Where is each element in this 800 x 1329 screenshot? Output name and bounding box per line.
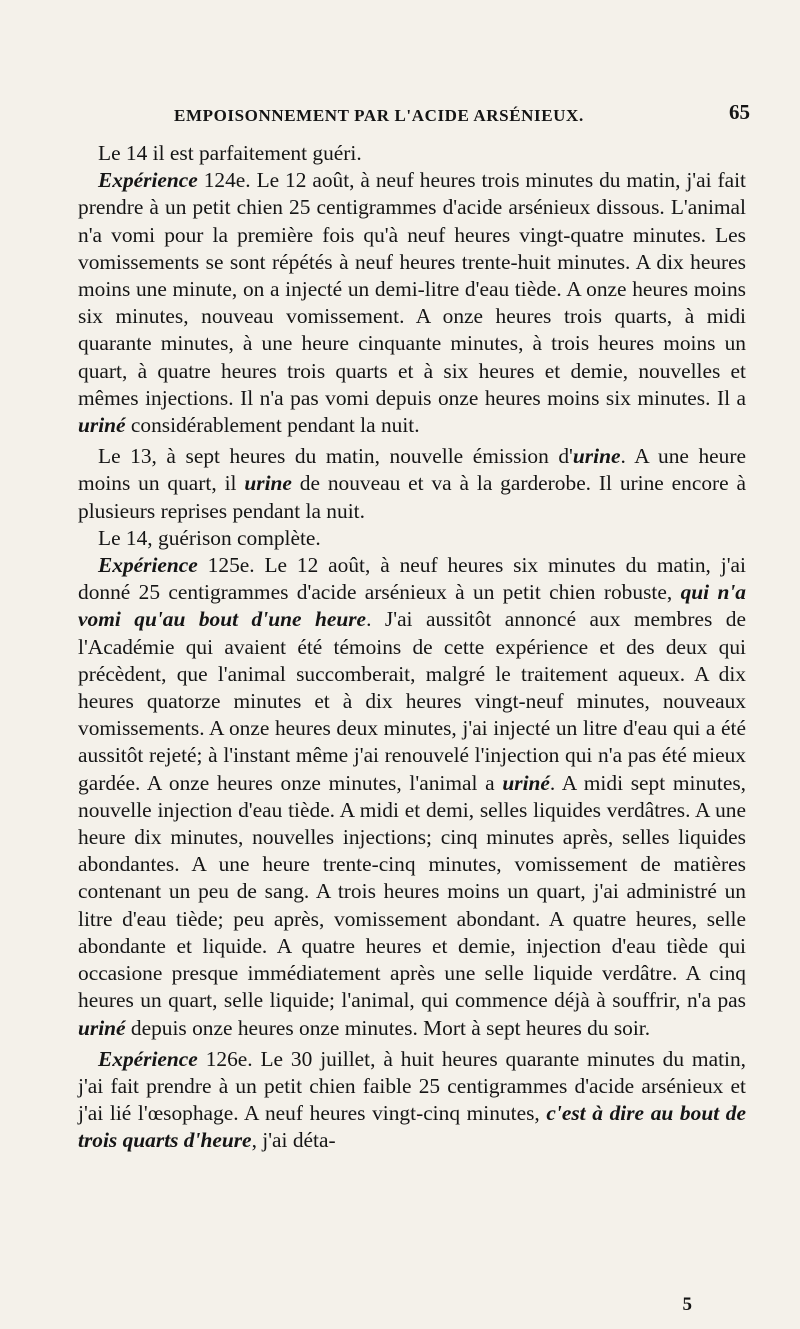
paragraph-text: de nouveau et va à la garderobe. Il urine encore à plusieurs reprises pendant la nuit. [78, 471, 747, 523]
italic-phrase: qui n'a vomi qu'au bout d'une heure [78, 580, 747, 632]
italic-term: uriné [78, 1015, 126, 1040]
italic-term: urine [244, 471, 292, 496]
paragraph-text: depuis onze heures onze minutes. Mort à sept heures du soir. [125, 1015, 651, 1040]
signature-mark: 5 [682, 1294, 692, 1315]
body-text [78, 140, 746, 1155]
paragraph-healed [78, 140, 746, 167]
experience-label: Expérience [98, 1046, 198, 1071]
page-header [78, 98, 750, 128]
page-number: 65 [729, 100, 750, 124]
italic-term: urine [572, 444, 621, 469]
paragraph-text: . A midi sept minutes, nouvelle injection d'eau tiède. A midi et demi, selles liquides verdâtres. A une heure dix minutes, nouvelles injections; cinq minutes après, selles liquides abondantes. A une heure trente-cinq minutes, vomissement de matières contenant un peu de sang. A trois heures moins un quart, j'ai administré un litre d'eau tiède; peu après, vomissement abondant. A quatre heures, selle abondante et liquide. A quatre heures et demie, injection d'eau tiède qui occasione presque immédiatement après une selle liquide verdâtre. A cinq heures un quart, selle liquide; l'animal, qui commence déjà à souffrir, n'a pas [78, 770, 746, 1013]
paragraph-text: , j'ai déta- [251, 1128, 336, 1153]
italic-phrase: c'est à dire au bout de trois quarts d'heure [78, 1101, 746, 1153]
experience-label: Expérience [98, 553, 198, 578]
paragraph-text: . J'ai aussitôt annoncé aux membres de l'Académie qui avaient été témoins de cette expérience et des deux qui précèdent, que l'animal succomberait, malgré le traitement aqueux. A dix heures quatorze minutes et à dix heures vingt-neuf minutes, nouveaux vomissements. A onze heures deux minutes, j'ai injecté un litre d'eau qui a été aussitôt rejeté; à l'instant même j'ai renouvelé l'injection qui n'a pas été mieux gardée. A onze heures onze minutes, l'animal a [78, 607, 746, 795]
paragraph-text: Le 13, à sept heures du matin, nouvelle émission d' [98, 444, 573, 469]
paragraph-day-13 [78, 443, 746, 525]
paragraph-text: . A une heure moins un quart, il [78, 444, 746, 496]
paragraph-text: considérablement pendant la nuit. [125, 413, 420, 438]
paragraph-text: 124e. Le 12 août, à neuf heures trois minutes du matin, j'ai fait prendre à un petit chien 25 centigrammes d'acide arsénieux dissous. L'animal n'a vomi pour la première fois qu'à neuf heures vingt-quatre minutes. Les vomissements se sont répétés à neuf heures trente-huit minutes. A dix heures moins une minute, on a injecté un demi-litre d'eau tiède. A onze heures moins six minutes, nouveau vomissement. A onze heures trois quarts, à midi quarante minutes, à une heure cinquante minutes, à trois heures moins un quart, à quatre heures trois quarts et à six heures et demie, nouvelles et mêmes injections. Il n'a pas vomi depuis onze heures moins six minutes. Il a [78, 168, 746, 410]
paragraph-text: 126e. Le 30 juillet, à huit heures quarante minutes du matin, j'ai fait prendre à un petit chien faible 25 centigrammes d'acide arsénieux et j'ai lié l'œsophage. A neuf heures vingt-cinq minutes, [78, 1046, 746, 1126]
paragraph-experience-126 [78, 1046, 746, 1155]
paragraph-experience-125 [78, 552, 746, 1042]
experience-label: Expérience [98, 168, 198, 193]
running-title: EMPOISONNEMENT PAR L'ACIDE ARSÉNIEUX. [174, 106, 584, 125]
italic-term: uriné [502, 770, 550, 795]
paragraph-day-14 [78, 525, 746, 552]
paragraph-text: Le 14 il est parfaitement guéri. [98, 141, 362, 165]
paragraph-text: Le 14, guérison complète. [98, 525, 321, 550]
italic-term: uriné [78, 413, 126, 438]
paragraph-experience-124 [78, 167, 746, 439]
paragraph-text: 125e. Le 12 août, à neuf heures six minutes du matin, j'ai donné 25 centigrammes d'acide arsénieux à un petit chien robuste, [78, 553, 746, 605]
